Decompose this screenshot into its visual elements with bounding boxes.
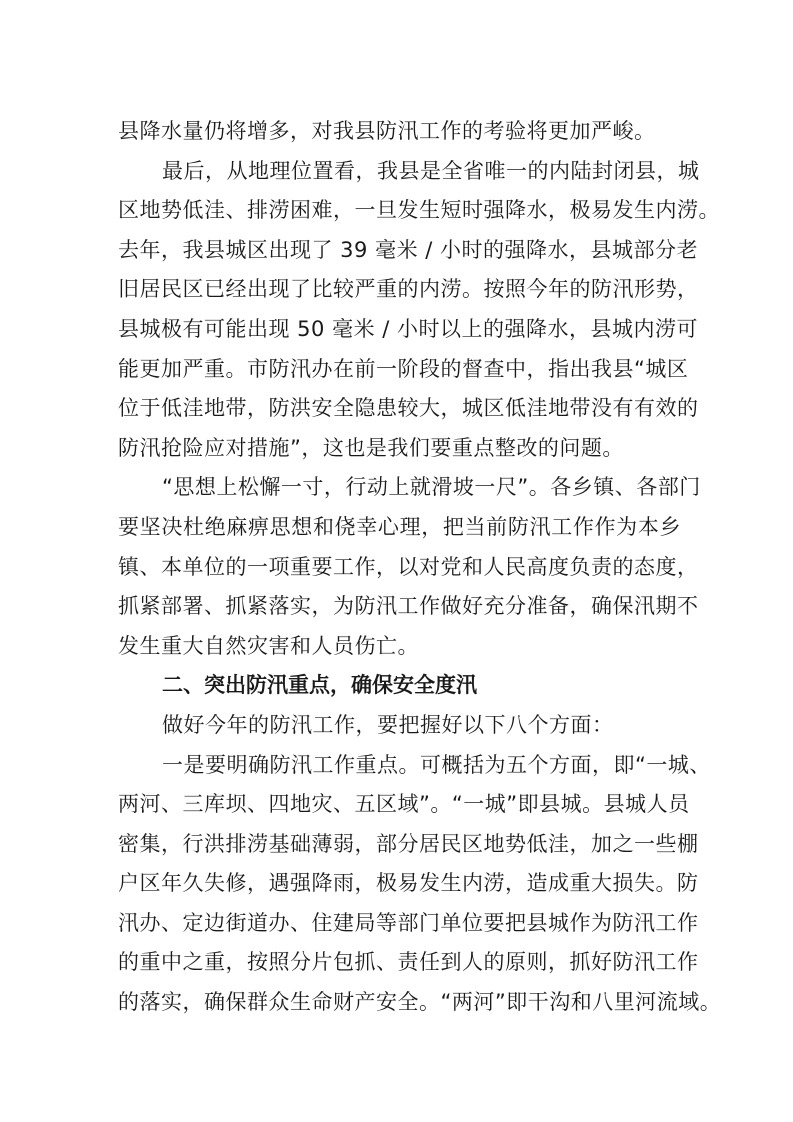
text-line: 做好今年的防汛工作，要把握好以下八个方面： — [162, 712, 614, 737]
section-heading: 二、突出防汛重点，确保安全度汛 — [162, 673, 477, 698]
text-line: 汛办、定边街道办、住建局等部门单位要把县城作为防汛工作 — [118, 910, 699, 935]
text-line: 旧居民区已经出现了比较严重的内涝。按照今年的防汛形势， — [118, 277, 699, 302]
text-line: 镇、本单位的一项重要工作，以对党和人民高度负责的态度， — [118, 554, 699, 579]
text-line: 密集，行洪排涝基础薄弱，部分居民区地势低洼，加之一些棚 — [118, 831, 699, 856]
text-line: 要坚决杜绝麻痹思想和侥幸心理，把当前防汛工作作为本乡 — [118, 514, 681, 539]
text-line: 的落实，确保群众生命财产安全。“两河”即干沟和八里河流域。 — [118, 990, 722, 1015]
text-line: 两河、三库坝、四地灾、五区域”。“一城”即县城。县城人员 — [118, 792, 690, 817]
text-line: 抓紧部署、抓紧落实，为防汛工作做好充分准备，确保汛期不 — [118, 594, 699, 619]
text-line: 最后，从地理位置看，我县是全省唯一的内陆封闭县，城 — [162, 158, 700, 183]
text-line: 区地势低洼、排涝困难，一旦发生短时强降水，极易发生内涝。 — [118, 198, 720, 223]
text-line: 位于低洼地带，防洪安全隐患较大，城区低洼地带没有有效的 — [118, 396, 699, 421]
text-line: 户区年久失修，遇强降雨，极易发生内涝，造成重大损失。防 — [118, 871, 699, 896]
text-line: 县降水量仍将增多，对我县防汛工作的考验将更加严峻。 — [118, 119, 656, 143]
text-line: 一是要明确防汛工作重点。可概括为五个方面，即“一城、 — [162, 752, 711, 777]
text-line: “思想上松懈一寸，行动上就滑坡一尺”。各乡镇、各部门 — [162, 475, 701, 500]
text-line: 县城极有可能出现 50 毫米 / 小时以上的强降水，县城内涝可 — [118, 316, 698, 341]
text-line: 发生重大自然灾害和人员伤亡。 — [118, 633, 419, 658]
text-line: 的重中之重，按照分片包抓、责任到人的原则，抓好防汛工作 — [118, 950, 699, 975]
document-page — [118, 112, 722, 1023]
text-line: 能更加严重。市防汛办在前一阶段的督查中，指出我县“城区 — [118, 356, 689, 381]
text-line: 防汛抢险应对措施”，这也是我们要重点整改的问题。 — [118, 435, 624, 460]
text-line: 去年，我县城区出现了 39 毫米 / 小时的强降水，县城部分老 — [118, 237, 698, 262]
